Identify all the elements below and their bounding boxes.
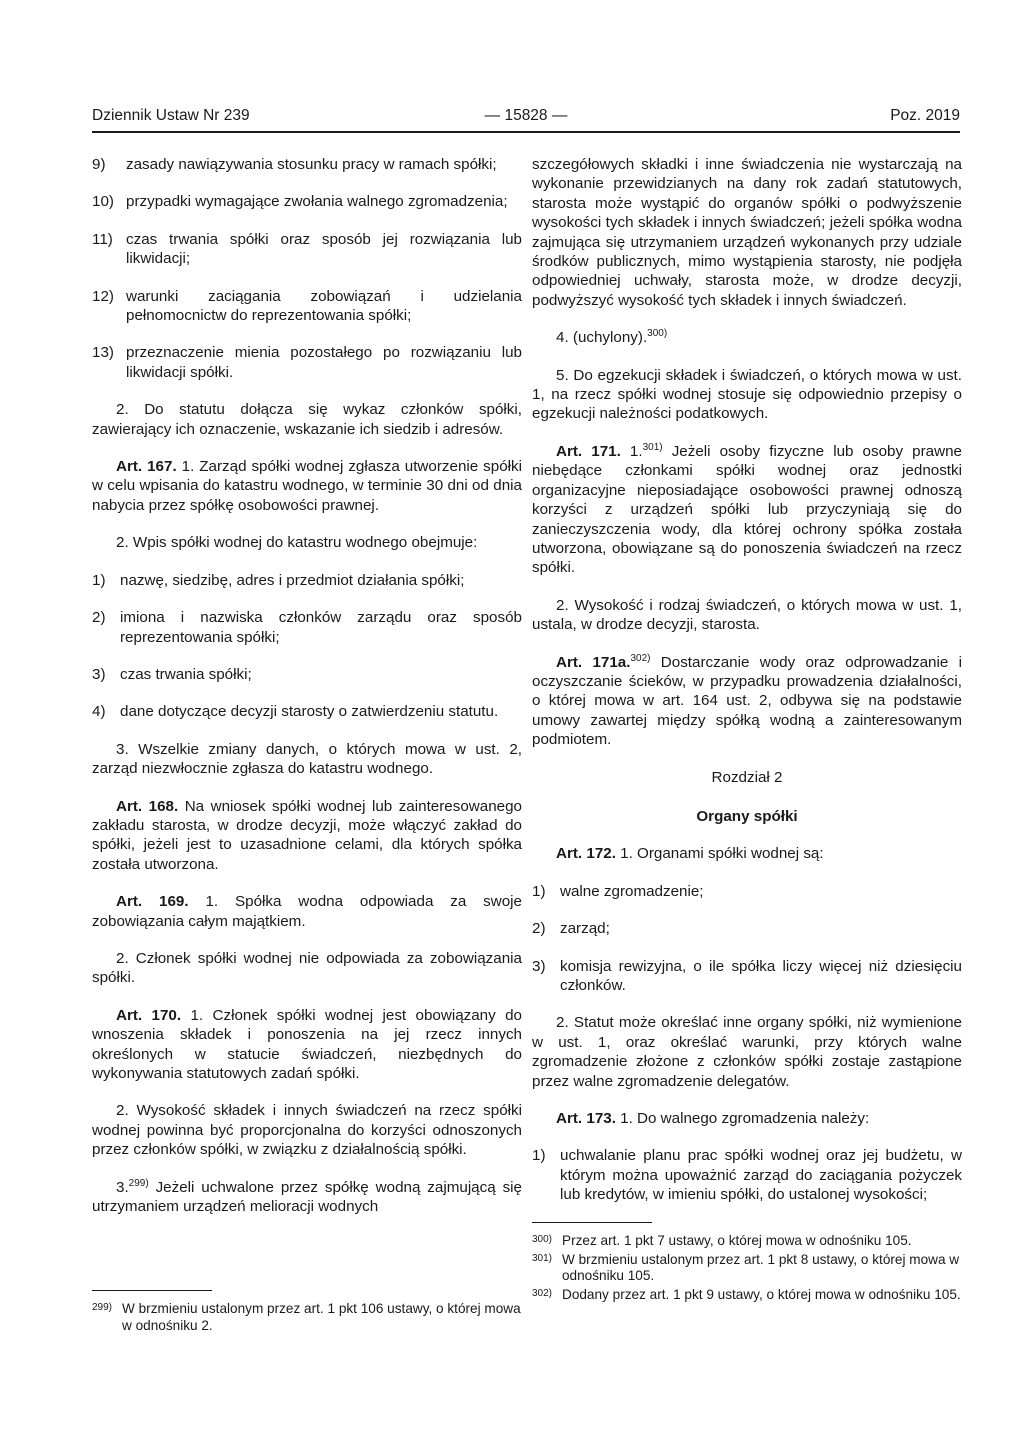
- article-171a: Art. 171a.$^{302)}$ Dostarczanie wody oraz odprowadzanie i oczyszczanie ścieków, w przypadku prowadzenia działalności, o której mowa w art. 164 ust. 2, odbywa się na podstawie umowy zawartej między spółką wodną a zainteresowanym podmiotem.: [532, 652, 962, 749]
- footnote-text: W brzmieniu ustalonym przez art. 1 pkt 106 ustawy, o której mowa w odnośniku 2.: [122, 1301, 521, 1333]
- footnote-text: Przez art. 1 pkt 7 ustawy, o której mowa w odnośniku 105.: [562, 1233, 912, 1248]
- footnote-number: 300): [532, 1234, 553, 1245]
- footnote: [92, 1301, 522, 1334]
- list-item-text: imiona i nazwiska członków zarządu oraz sposób reprezentowania spółki;: [120, 609, 522, 646]
- article-170-par-3: 3.$^{299)}$ Jeżeli uchwalone przez spółkę wodną zajmującą się utrzymaniem urządzeń melioracji wodnych: [92, 1177, 522, 1216]
- article-167-par-3: 3. Wszelkie zmiany danych, o których mowa w ust. 2, zarząd niezwłocznie zgłasza do katastru wodnego.: [92, 740, 522, 778]
- list-item: [92, 343, 522, 382]
- list-item: [92, 287, 522, 326]
- list-item-text: nazwę, siedzibę, adres i przedmiot działania spółki;: [120, 571, 465, 589]
- list-item-number: 10): [92, 193, 114, 211]
- footnote-ref[interactable]: 302): [630, 652, 651, 664]
- list-item: [532, 882, 962, 901]
- journal-title: Dziennik Ustaw Nr 239: [92, 107, 250, 124]
- footnote: [532, 1233, 962, 1250]
- article-label: Art. 173.: [556, 1110, 616, 1128]
- footnote-number: 302): [532, 1287, 553, 1299]
- list-item-number: 1): [532, 882, 546, 900]
- article-label: Art. 169.: [116, 893, 189, 911]
- list-organs: [532, 882, 962, 996]
- list-item-text: czas trwania spółki;: [120, 665, 252, 683]
- article-170-par-2: 2. Wysokość składek i innych świadczeń na rzecz spółki wodnej powinna być proporcjonalna do korzyści odnoszonych przez członków spółki, w związku z działalnością spółki.: [92, 1102, 522, 1159]
- list-item-text: zarząd;: [560, 920, 610, 938]
- footnote: [532, 1287, 962, 1304]
- list-item-number: 2): [92, 609, 106, 627]
- list-item: [92, 608, 522, 647]
- page-number: — 15828 —: [484, 107, 568, 124]
- list-item-text: dane dotyczące decyzji starosty o zatwierdzeniu statutu.: [120, 703, 499, 721]
- list-item-text: komisja rewizyjna, o ile spółka liczy więcej niż dziesięciu członków.: [560, 957, 962, 994]
- article-171-par-2: 2. Wysokość i rodzaj świadczeń, o których mowa w ust. 1, ustala, w drodze decyzji, starosta.: [532, 596, 962, 634]
- paragraph-continued: szczegółowych składki i inne świadczenia nie wystarczają na wykonanie przewidzianych na dany rok zadań statutowych, starosta może wystąpić do organów spółki o podwyższenie wysokości tych składek i innych świadczeń; jeżeli spółka wodna zajmująca się utrzymaniem urządzeń wykonanych przy udziale środków publicznych, mimo wystąpienia starosty, nie podjęła odpowiedniej uchwały, starosta może, w drodze decyzji, podwyższyć wysokość tych składek i innych świadczeń.: [532, 156, 962, 309]
- list-item-number: 3): [92, 665, 106, 683]
- article-label: Art. 171.: [556, 442, 621, 460]
- footnote-divider: [532, 1222, 652, 1223]
- list-item-number: 12): [92, 287, 114, 305]
- list-item: [92, 702, 522, 721]
- article-167-par-2: 2. Wpis spółki wodnej do katastru wodnego obejmuje:: [116, 534, 478, 552]
- list-item: [92, 230, 522, 269]
- article-label: Art. 168.: [116, 797, 179, 815]
- list-statute-items: [92, 155, 522, 382]
- article-169: Art. 169. 1. Spółka wodna odpowiada za swoje zobowiązania całym majątkiem.: [92, 893, 523, 930]
- article-label: Art. 172.: [556, 845, 616, 863]
- list-item: [532, 1146, 962, 1204]
- chapter-number: Rozdział 2: [711, 768, 783, 786]
- right-column: [532, 155, 962, 1223]
- list-item-text: warunki zaciągania zobowiązań i udzielania pełnomocnictw do reprezentowania spółki;: [126, 287, 522, 325]
- list-item-text: uchwalanie planu prac spółki wodnej oraz jej budżetu, w którym można upoważnić zarząd do zaciągania pożyczek lub kredytów, w imieniu spółki, do ustalonej wysokości;: [560, 1147, 962, 1204]
- footnotes-right: [532, 1222, 962, 1305]
- list-item-text: przypadki wymagające zwołania walnego zgromadzenia;: [126, 193, 508, 211]
- article-label: Art. 171a.: [556, 653, 631, 671]
- list-item: [92, 665, 522, 684]
- list-item-number: 13): [92, 344, 114, 362]
- list-item: [92, 571, 522, 590]
- footnote-number: 299): [92, 1302, 113, 1313]
- list-item-number: 11): [92, 230, 113, 248]
- list-cadastre-items: [92, 571, 522, 722]
- list-item-number: 3): [532, 957, 546, 975]
- list-item-number: 1): [532, 1147, 546, 1165]
- article-168: Art. 168. Na wniosek spółki wodnej lub zainteresowanego zakładu starosta, w drodze decyzji, może włączyć zakład do spółki, jeżeli jest to uzasadnione celami, dla których spółka została utworzona.: [92, 797, 522, 873]
- list-item-number: 1): [92, 571, 106, 589]
- footnote-ref[interactable]: 300): [647, 328, 668, 340]
- article-172: Art. 172. 1. Organami spółki wodnej są:: [556, 845, 824, 863]
- list-item-text: zasady nawiązywania stosunku pracy w ramach spółki;: [126, 156, 497, 173]
- list-item: [532, 919, 962, 938]
- article-label: Art. 167.: [116, 458, 177, 476]
- article-172-par-2: 2. Statut może określać inne organy spółki, niż wymienione w ust. 1, oraz określać warunki, przy których walne zgromadzenie złożone z członków spółki zostaje zastąpione przez walne zgromadzenie delegatów.: [532, 1014, 962, 1090]
- footnotes-left: [92, 1290, 522, 1336]
- article-173: Art. 173. 1. Do walnego zgromadzenia należy:: [556, 1110, 870, 1128]
- footnote-text: W brzmieniu ustalonym przez art. 1 pkt 8 ustawy, o której mowa w odnośniku 105.: [562, 1251, 960, 1284]
- article-label: Art. 170.: [116, 1006, 182, 1024]
- header-divider: [92, 131, 960, 133]
- article-171: Art. 171. 1.$^{301)}$ Jeżeli osoby fizyczne lub osoby prawne niebędące członkami spółki wodnej oraz jednostki organizacyjne nieposiadające osobowości prawnej odnoszą korzyści z urządzeń spółki lub przyczyniają się do zanieczyszczenia wody, dla której ochrony spółka została utworzona, obowiązane są do ponoszenia świadczeń na rzecz spółki.: [532, 441, 962, 577]
- list-item: [92, 155, 522, 174]
- left-column: [92, 155, 522, 1234]
- list-item-number: 9): [92, 156, 106, 173]
- paragraph-statute-annex: 2. Do statutu dołącza się wykaz członków spółki, zawierający ich oznaczenie, wskazanie ich siedzib i adresów.: [92, 401, 522, 438]
- list-item-number: 4): [92, 703, 106, 721]
- list-assembly-duties: [532, 1146, 962, 1204]
- footnote-ref[interactable]: 301): [642, 441, 663, 453]
- list-item-number: 2): [532, 920, 546, 938]
- list-item: [92, 192, 522, 211]
- footnote-divider: [92, 1290, 212, 1291]
- footnote-ref[interactable]: 299): [128, 1177, 149, 1189]
- list-item-text: czas trwania spółki oraz sposób jej rozwiązania lub likwidacji;: [126, 230, 522, 268]
- list-item-text: walne zgromadzenie;: [560, 882, 704, 900]
- footnote-number: 301): [532, 1252, 553, 1264]
- footnote-text: Dodany przez art. 1 pkt 9 ustawy, o której mowa w odnośniku 105.: [562, 1286, 961, 1302]
- chapter-title: Organy spółki: [696, 807, 798, 825]
- article-170-par-4: 4. (uchylony).$^{300)}$: [556, 328, 668, 347]
- article-169-par-2: 2. Członek spółki wodnej nie odpowiada za zobowiązania spółki.: [92, 949, 522, 987]
- footnote: [532, 1252, 962, 1285]
- list-item-text: przeznaczenie mienia pozostałego po rozwiązaniu lub likwidacji spółki.: [126, 344, 522, 381]
- article-167: Art. 167. 1. Zarząd spółki wodnej zgłasza utworzenie spółki w celu wpisania do katastru wodnego, w terminie 30 dni od dnia nabycia przez spółkę osobowości prawnej.: [92, 458, 522, 514]
- position-number: Poz. 2019: [890, 107, 960, 124]
- article-170: Art. 170. 1. Członek spółki wodnej jest obowiązany do wnoszenia składek i ponoszenia na jej rzecz innych określonych w statucie świadczeń, niezbędnych do wykonywania statutowych zadań spółki.: [92, 1006, 522, 1082]
- article-170-par-5: 5. Do egzekucji składek i świadczeń, o których mowa w ust. 1, na rzecz spółki wodnej stosuje się odpowiednio przepisy o egzekucji należności podatkowych.: [532, 366, 962, 423]
- page-header: [92, 107, 960, 133]
- list-item: [532, 957, 962, 996]
